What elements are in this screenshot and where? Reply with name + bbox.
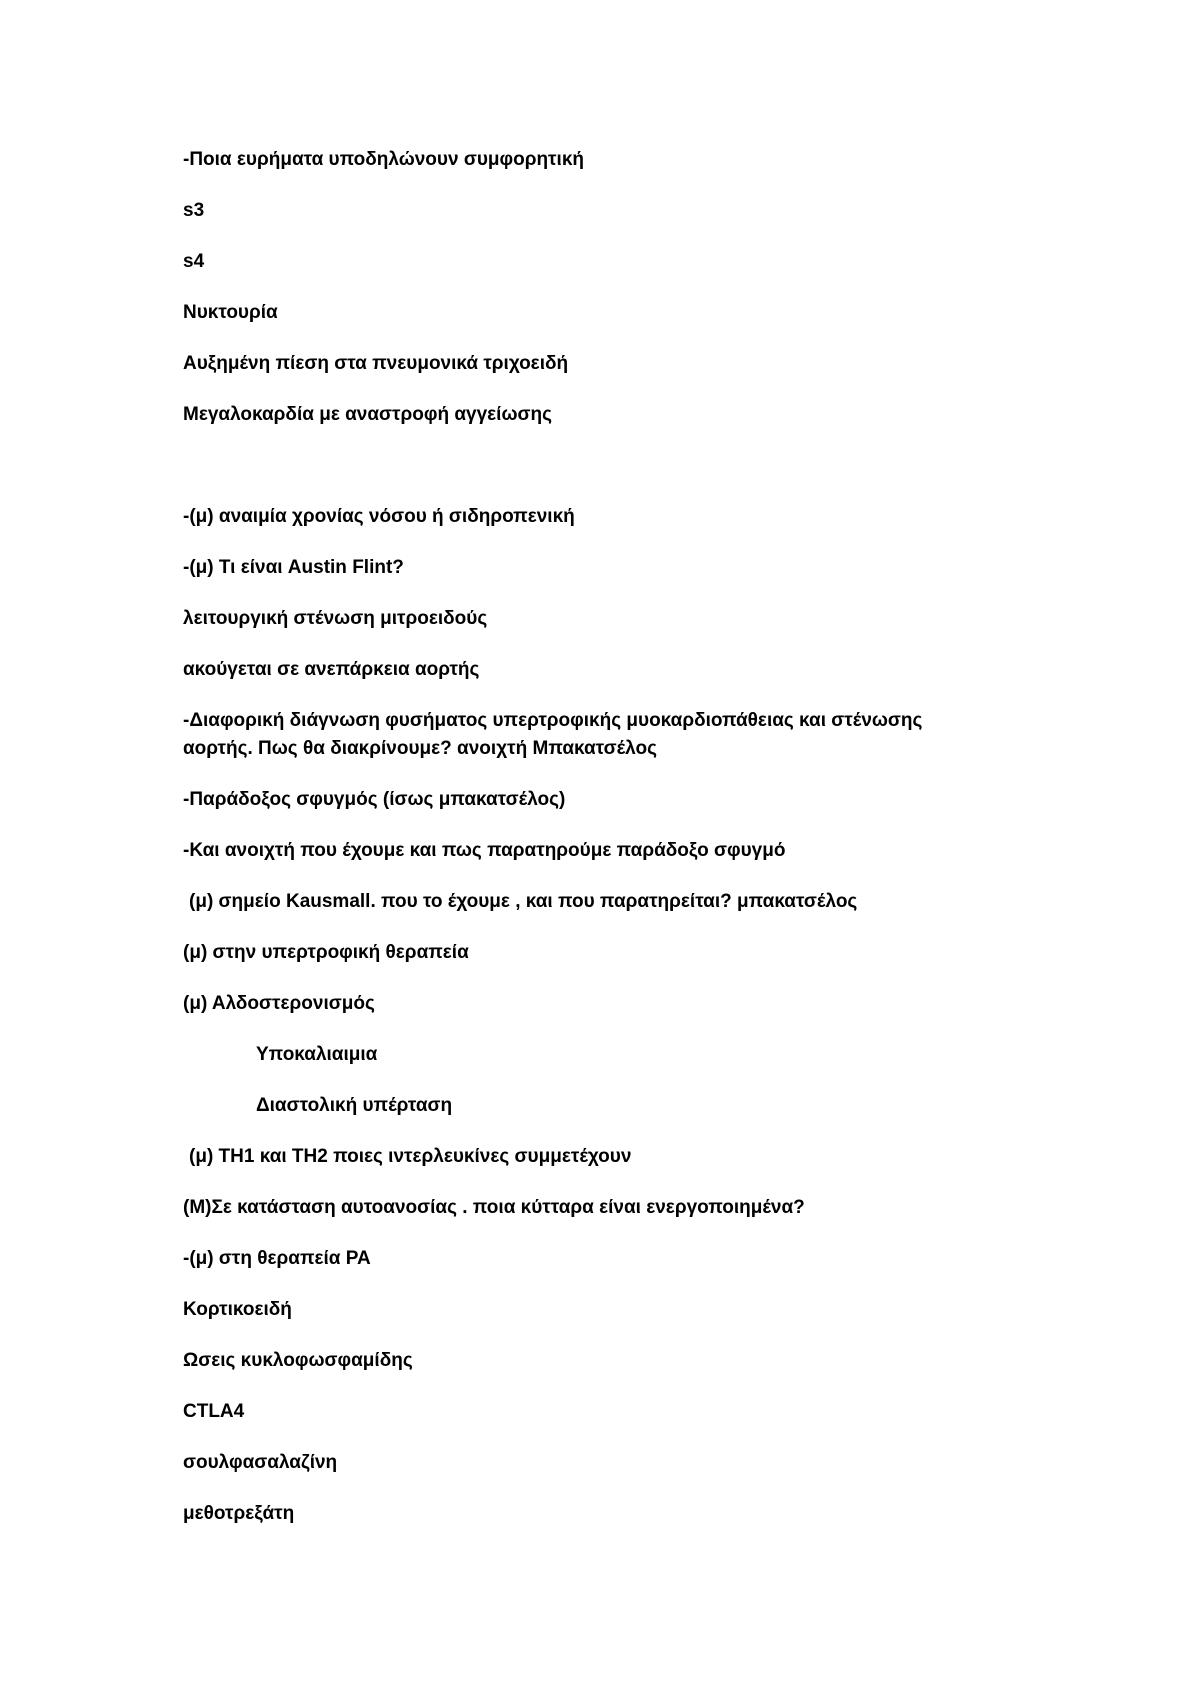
document-body <box>183 146 983 1551</box>
list-item-corticosteroids: Κορτικοειδή <box>183 1299 292 1320</box>
list-item-diastolic-hypertension: Διαστολική υπέρταση <box>256 1095 453 1116</box>
list-item-hypokalemia: Υποκαλιαιμια <box>256 1044 378 1065</box>
answer-aortic-insufficiency: ακούγεται σε ανεπάρκεια αορτής <box>183 659 480 680</box>
question-congestive-findings: -Ποια ευρήματα υποδηλώνουν συμφορητική <box>183 149 585 170</box>
paragraph-gap <box>183 452 983 503</box>
question-autoimmunity-cells: (Μ)Σε κατάσταση αυτοανοσίας . ποια κύτταρα είναι ενεργοποιημένα? <box>183 1197 805 1218</box>
answer-mitral-stenosis: λειτουργική στένωση μιτροειδούς <box>183 608 488 629</box>
question-paradoxical-pulse: -Παράδοξος σφυγμός (ίσως μπακατσέλος) <box>183 789 566 810</box>
question-kussmaul-sign: (μ) σημείο Kausmall. που το έχουμε , και που παρατηρείται? μπακατσέλος <box>189 891 858 912</box>
list-item-nocturia: Νυκτουρία <box>183 302 278 323</box>
question-austin-flint: -(μ) Τι είναι Austin Flint? <box>183 557 404 578</box>
list-item-cardiomegaly: Μεγαλοκαρδία με αναστροφή αγγείωσης <box>183 404 552 425</box>
question-paradoxical-pulse-open: -Και ανοιχτή που έχουμε και πως παρατηρούμε παράδοξο σφυγμό <box>183 840 786 861</box>
list-item-methotrexate: μεθοτρεξάτη <box>183 1503 295 1524</box>
list-item-s3: s3 <box>183 200 205 221</box>
question-th1-th2: (μ) TH1 και TH2 ποιες ιντερλευκίνες συμμετέχουν <box>189 1146 632 1167</box>
list-item-ctla4: CTLA4 <box>183 1401 245 1422</box>
question-hypertrophic-therapy: (μ) στην υπερτροφική θεραπεία <box>183 942 469 963</box>
list-item-pulmonary-pressure: Αυξημένη πίεση στα πνευμονικά τριχοειδή <box>183 353 569 374</box>
question-differential-diagnosis: -Διαφορική διάγνωση φυσήματος υπερτροφικής μυοκαρδιοπάθειας και στένωσης αορτής. Πως θα διακρίνουμε? ανοιχτή Μπακατσέλος <box>183 710 923 759</box>
question-ra-therapy: -(μ) στη θεραπεία ΡΑ <box>183 1248 371 1269</box>
question-anemia: -(μ) αναιμία χρονίας νόσου ή σιδηροπενική <box>183 506 575 527</box>
list-item-sulfasalazine: σουλφασαλαζίνη <box>183 1452 338 1473</box>
list-item-s4: s4 <box>183 251 205 272</box>
question-aldosteronism: (μ) Αλδοστερονισμός <box>183 993 375 1014</box>
list-item-cyclophosphamide: Ωσεις κυκλοφωσφαμίδης <box>183 1350 413 1371</box>
